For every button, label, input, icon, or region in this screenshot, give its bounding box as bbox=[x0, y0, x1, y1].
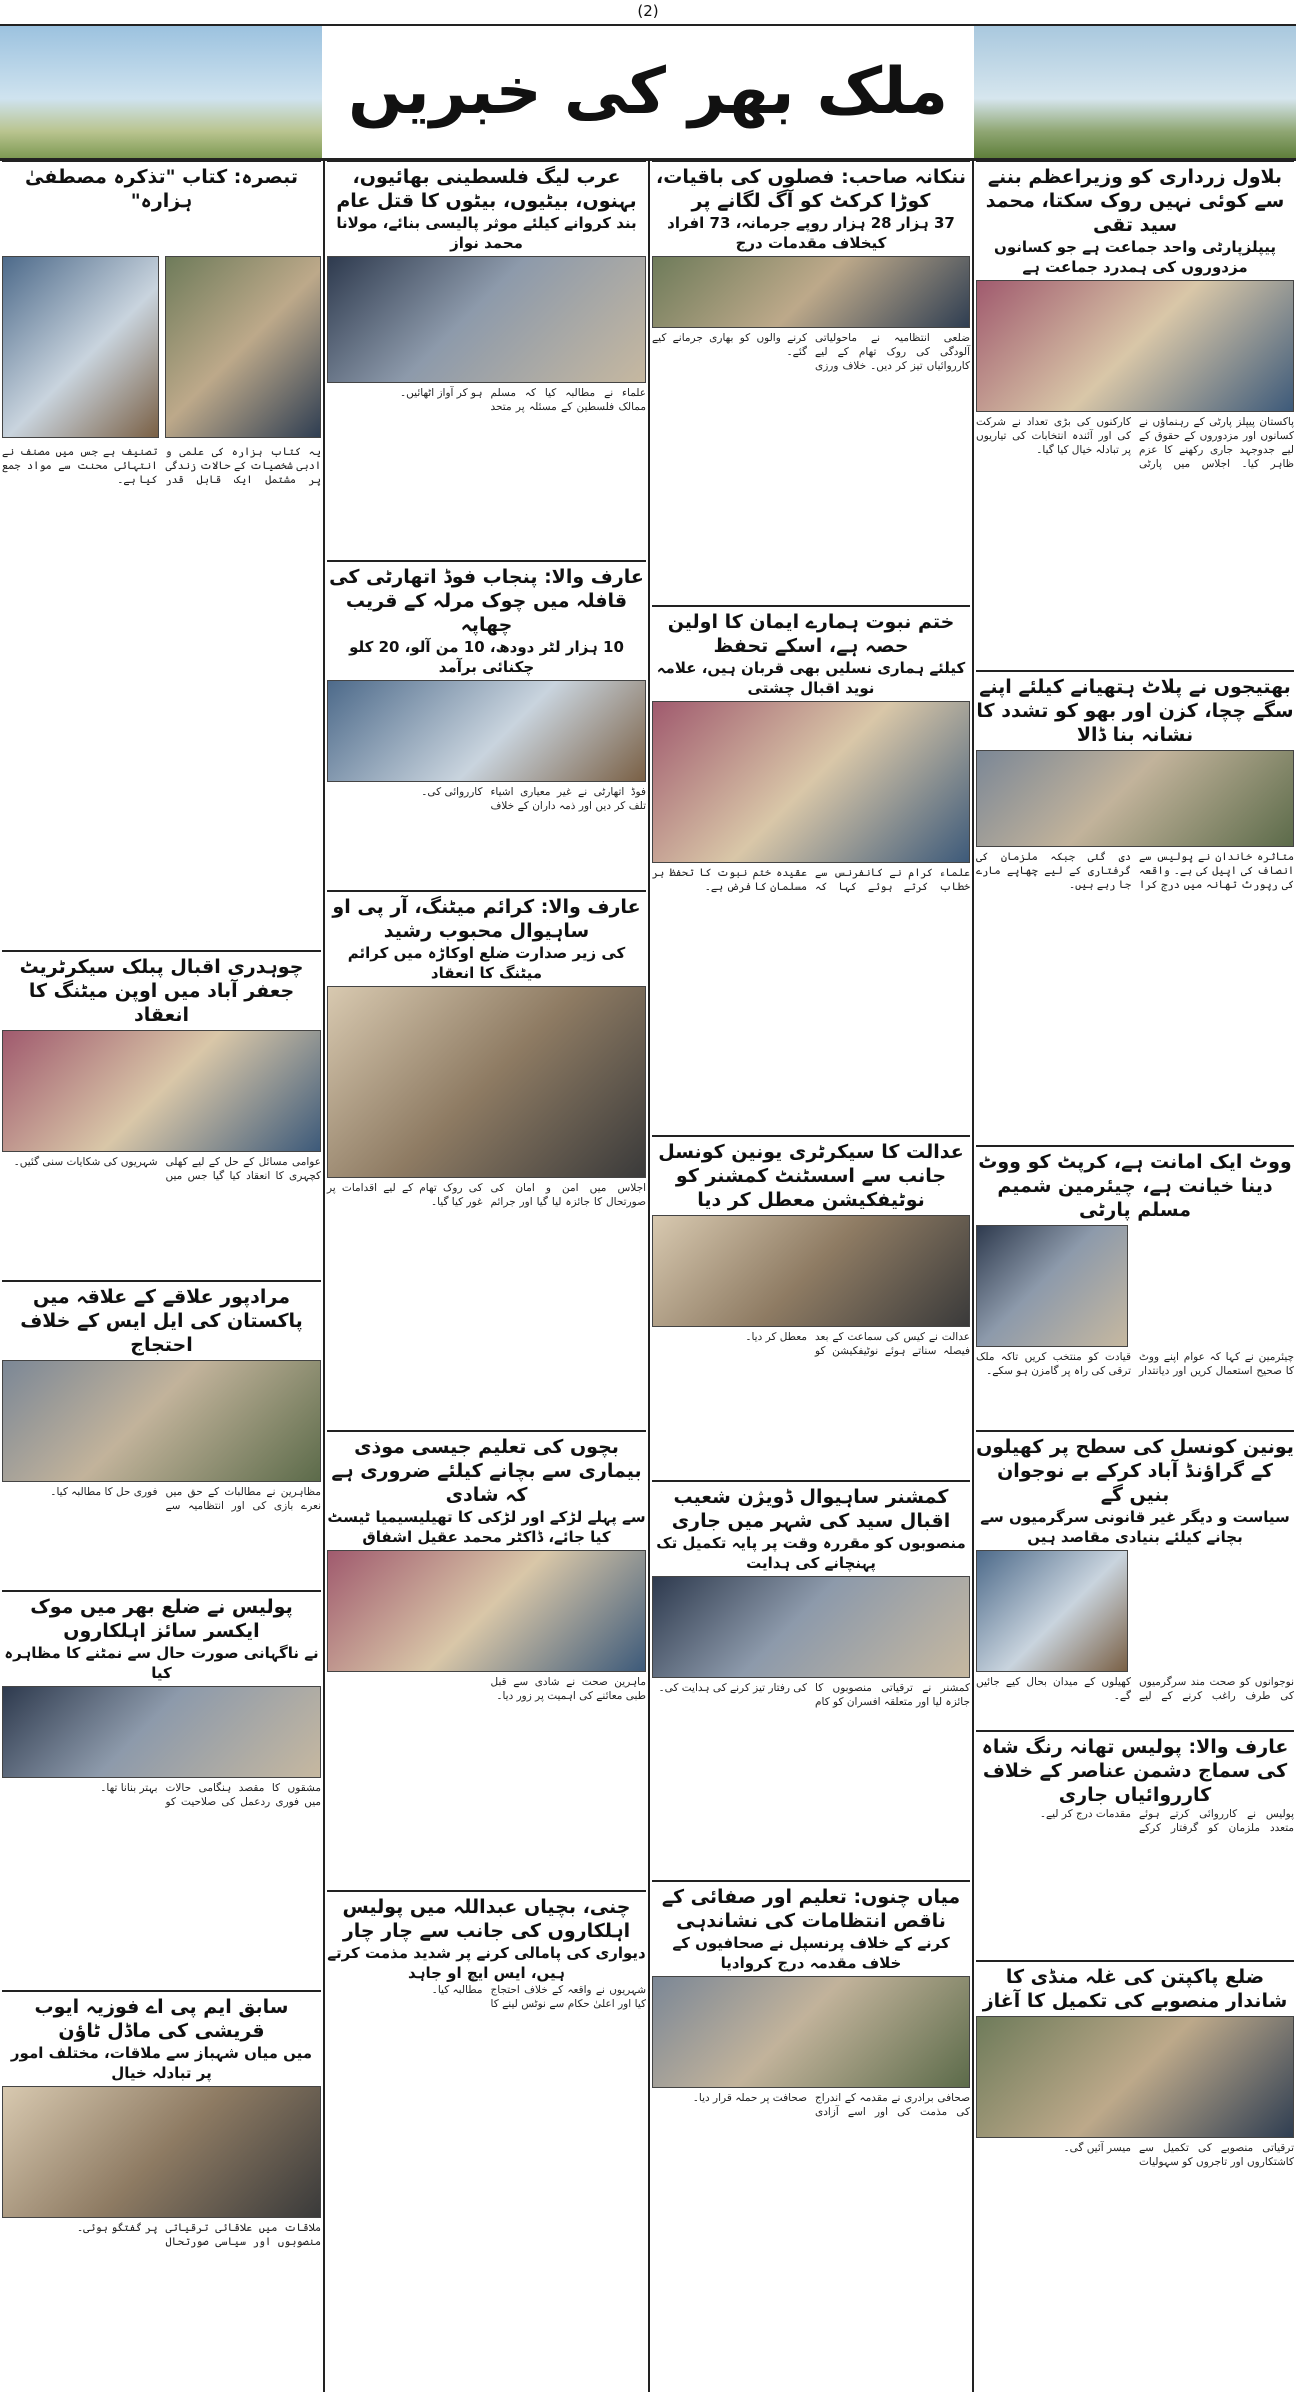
story-photo bbox=[652, 701, 970, 863]
story-subheadline: منصوبوں کو مقررہ وقت پر پایہ تکمیل تک پہنچانے کی ہدایت bbox=[656, 1534, 966, 1572]
news-story bbox=[327, 890, 646, 1240]
news-story bbox=[327, 1430, 646, 1710]
story-headline: ضلع پاکپتن کی غلہ منڈی کا شاندار منصوبے کی تکمیل کا آغاز bbox=[976, 1960, 1294, 2013]
story-subheadline: کی زیر صدارت ضلع اوکاڑہ میں کرائم میٹنگ کا انعقاد bbox=[347, 944, 626, 982]
news-story bbox=[2, 1990, 321, 2390]
story-photo bbox=[2, 2086, 321, 2218]
story-body: نوجوانوں کو صحت مند سرگرمیوں کی طرف راغب کرنے کے لیے کھیلوں کے میدان بحال کیے جائیں گے۔ bbox=[976, 1676, 1294, 1702]
story-photo bbox=[652, 256, 970, 328]
story-body: ترقیاتی منصوبے کی تکمیل سے کاشتکاروں اور تاجروں کو سہولیات میسر آئیں گی۔ bbox=[1063, 2142, 1294, 2168]
news-story bbox=[976, 1430, 1294, 1702]
story-subheadline: دیواری کی پامالی کرنے پر شدید مذمت کرتے ہیں، ایس ایچ او جاہد bbox=[327, 1944, 646, 1982]
story-headline: بچوں کی تعلیم جیسی موذی بیماری سے بچانے کیلئے ضروری ہے کہ شادی bbox=[327, 1430, 646, 1507]
story-headline: تبصرہ: کتاب "تذکرہ مصطفیٰ ہزارہ" bbox=[2, 160, 321, 213]
story-headline: یونین کونسل کی سطح پر کھیلوں کے گراؤنڈ آباد کرکے بے نوجوان بنیں گے bbox=[976, 1430, 1294, 1507]
news-story bbox=[327, 1890, 646, 2390]
story-body: کمشنر نے ترقیاتی منصوبوں کا جائزہ لیا اور متعلقہ افسران کو کام کی رفتار تیز کرنے کی ہدایت کی۔ bbox=[658, 1682, 970, 1708]
news-story bbox=[976, 670, 1294, 891]
story-headline: کمشنر ساہیوال ڈویژن شعیب اقبال سید کی شہر میں جاری bbox=[652, 1480, 970, 1533]
story-body: مشقوں کا مقصد ہنگامی حالات میں فوری ردعمل کی صلاحیت کو بہتر بنانا تھا۔ bbox=[100, 1782, 321, 1808]
story-body: علماء نے مطالبہ کیا کہ مسلم ممالک فلسطین کے مسئلہ پر متحد ہو کر آواز اٹھائیں۔ bbox=[400, 387, 646, 413]
story-photo bbox=[976, 280, 1294, 412]
story-headline: عارف والا: پنجاب فوڈ اتھارٹی کی قافلہ میں چوک مرلہ کے قریب چھاپہ bbox=[327, 560, 646, 637]
story-headline: چوہدری اقبال پبلک سیکرٹریٹ جعفر آباد میں اوپن میٹنگ کا انعقاد bbox=[2, 950, 321, 1027]
story-body: عوامی مسائل کے حل کے لیے کھلی کچہری کا انعقاد کیا گیا جس میں شہریوں کی شکایات سنی گئیں۔ bbox=[13, 1156, 321, 1182]
story-body: یہ کتاب ہزارہ کی علمی و ادبی شخصیات کے حالات زندگی پر مشتمل ایک قابل قدر تصنیف ہے جس میں مصنف نے انتہائی محنت سے مواد جمع کیا ہے۔ bbox=[2, 446, 321, 486]
news-story bbox=[652, 1480, 970, 1730]
story-photo bbox=[327, 680, 646, 782]
story-headline: سابق ایم پی اے فوزیہ ایوب قریشی کی ماڈل ٹاؤن bbox=[2, 1990, 321, 2043]
news-column-1 bbox=[974, 160, 1296, 2392]
story-headline: عدالت کا سیکرٹری یونین کونسل جانب سے اسسٹنٹ کمشنر کو نوٹیفکیشن معطل کر دیا bbox=[652, 1135, 970, 1212]
story-body: شہریوں نے واقعہ کے خلاف احتجاج کیا اور اعلیٰ حکام سے نوٹس لینے کا مطالبہ کیا۔ bbox=[431, 1984, 646, 2010]
story-photo-row bbox=[2, 253, 321, 441]
story-photo bbox=[2, 1686, 321, 1778]
story-subheadline: میں میاں شہباز سے ملاقات، مختلف امور پر تبادلہ خیال bbox=[10, 2044, 313, 2082]
masthead-title: ملک بھر کی خبریں bbox=[348, 55, 948, 129]
story-photo bbox=[652, 1215, 970, 1327]
story-photo bbox=[976, 1225, 1128, 1347]
news-story bbox=[652, 1880, 970, 2118]
story-body: پاکستان پیپلز پارٹی کے رہنماؤں نے کسانوں اور مزدوروں کے حقوق کے لیے جدوجہد جاری رکھنے کا عزم ظاہر کیا۔ اجلاس میں پارٹی کارکنوں کی بڑی تعداد نے شرکت کی اور آئندہ انتخابات کی تیاریوں پر تبادلہ خیال کیا گیا۔ bbox=[976, 416, 1294, 470]
story-headline: پولیس نے ضلع بھر میں موک ایکسر سائز اہلکاروں bbox=[2, 1590, 321, 1643]
story-subheadline: کیلئے ہماری نسلیں بھی قربان ہیں، علامہ نوید اقبال چشتی bbox=[656, 659, 966, 697]
story-subheadline: سیاست و دیگر غیر قانونی سرگرمیوں سے بچانے کیلئے بنیادی مقاصد ہیں bbox=[980, 1508, 1290, 1546]
story-subheadline: نے ناگہانی صورت حال سے نمٹنے کا مظاہرہ کیا bbox=[4, 1644, 319, 1682]
story-body: چیئرمین نے کہا کہ عوام اپنے ووٹ کا صحیح استعمال کریں اور دیانتدار قیادت کو منتخب کریں تاکہ ملک ترقی کی راہ پر گامزن ہو سکے۔ bbox=[976, 1351, 1294, 1377]
story-body: فوڈ اتھارٹی نے غیر معیاری اشیاء تلف کر دیں اور ذمہ داران کے خلاف کارروائی کی۔ bbox=[421, 786, 646, 812]
story-headline: چنی، بچیاں عبداللہ میں پولیس اہلکاروں کی جانب سے چار چار bbox=[327, 1890, 646, 1943]
story-headline: بھتیجوں نے پلاٹ ہتھیانے کیلئے اپنے سگے چچا، کزن اور بھو کو تشدد کا نشانہ بنا ڈالا bbox=[976, 670, 1294, 747]
story-body: ماہرین صحت نے شادی سے قبل طبی معائنے کی اہمیت پر زور دیا۔ bbox=[490, 1676, 646, 1702]
story-headline: ختم نبوت ہمارے ایمان کا اولین حصہ ہے، اسکے تحفظ bbox=[652, 605, 970, 658]
story-body: ملاقات میں علاقائی ترقیاتی منصوبوں اور سیاسی صورتحال پر گفتگو ہوئی۔ bbox=[76, 2222, 321, 2248]
news-story bbox=[2, 160, 321, 580]
news-column-4 bbox=[0, 160, 323, 2392]
news-story bbox=[327, 160, 646, 413]
news-story bbox=[976, 160, 1294, 470]
story-headline: ووٹ ایک امانت ہے، کرپٹ کو ووٹ دینا خیانت ہے، چیئرمین شمیم مسلم پارٹی bbox=[976, 1145, 1294, 1222]
story-photo bbox=[652, 1976, 970, 2088]
story-body: علماء کرام نے کانفرنس سے خطاب کرتے ہوئے کہا کہ عقیدہ ختم نبوت کا تحفظ ہر مسلمان کا فرض ہے۔ bbox=[652, 867, 970, 893]
story-photo bbox=[976, 750, 1294, 847]
story-subheadline: بند کروانے کیلئے موثر پالیسی بنائے، مولانا محمد نواز bbox=[336, 214, 637, 252]
story-photo bbox=[2, 1030, 321, 1152]
news-story bbox=[976, 1145, 1294, 1377]
story-body: متاثرہ خاندان نے پولیس سے انصاف کی اپیل کی ہے۔ واقعہ کی رپورٹ تھانہ میں درج کرا دی گئی جبکہ ملزمان کی گرفتاری کے لیے چھاپے مارے جا رہے ہیں۔ bbox=[976, 851, 1294, 891]
story-body: ضلعی انتظامیہ نے ماحولیاتی آلودگی کی روک تھام کے لیے کارروائیاں تیز کر دیں۔ خلاف ورزی کرنے والوں کو بھاری جرمانے کیے گئے۔ bbox=[652, 332, 970, 372]
story-subheadline: پیپلزپارٹی واحد جماعت ہے جو کسانوں مزدوروں کی ہمدرد جماعت ہے bbox=[994, 238, 1276, 276]
story-photo bbox=[327, 1550, 646, 1672]
story-photo bbox=[976, 2016, 1294, 2138]
news-column-3 bbox=[325, 160, 648, 2392]
story-photo bbox=[327, 256, 646, 383]
story-photo bbox=[652, 1576, 970, 1678]
story-photo bbox=[976, 1550, 1128, 1672]
book-cover-photo bbox=[165, 256, 322, 438]
masthead-photo-left bbox=[0, 26, 322, 158]
story-headline: عارف والا: کرائم میٹنگ، آر پی او ساہیوال محبوب رشید bbox=[327, 890, 646, 943]
story-subheadline: 10 ہزار لٹر دودھ، 10 من آلو، 20 کلو چکنائی برآمد bbox=[349, 638, 624, 676]
story-subheadline: کرنے کے خلاف پرنسپل نے صحافیوں کے خلاف مقدمہ درج کروادیا bbox=[672, 1934, 950, 1972]
author-photo bbox=[2, 256, 159, 438]
story-body: اجلاس میں امن و امان کی صورتحال کا جائزہ لیا گیا اور جرائم کی روک تھام کے لیے اقدامات پر غور کیا گیا۔ bbox=[327, 1182, 646, 1208]
story-subheadline: 37 ہزار 28 ہزار روپے جرمانہ، 73 افراد کیخلاف مقدمات درج bbox=[667, 214, 955, 252]
story-subheadline: سے پہلے لڑکے اور لڑکی کا تھیلیسیمیا ٹیسٹ کیا جائے، ڈاکٹر محمد عقیل اشفاق bbox=[327, 1508, 646, 1546]
story-photo bbox=[2, 1360, 321, 1482]
story-headline: عارف والا: پولیس تھانہ رنگ شاہ کی سماج دشمن عناصر کے خلاف کارروائیاں جاری bbox=[976, 1730, 1294, 1807]
news-story bbox=[2, 1280, 321, 1512]
news-story bbox=[327, 560, 646, 812]
news-column-2 bbox=[650, 160, 972, 2392]
masthead-photo-right bbox=[974, 26, 1296, 158]
masthead bbox=[0, 24, 1296, 161]
news-story bbox=[652, 1135, 970, 1375]
page-number: (2) bbox=[637, 2, 659, 20]
news-story bbox=[976, 1960, 1294, 2390]
news-story bbox=[976, 1730, 1294, 1840]
news-story bbox=[652, 160, 970, 370]
news-story bbox=[652, 605, 970, 893]
news-story bbox=[2, 1590, 321, 1970]
news-story bbox=[2, 950, 321, 1182]
story-headline: مرادپور علاقے کے علاقہ میں پاکستان کی ایل ایس کے خلاف احتجاج bbox=[2, 1280, 321, 1357]
story-body: عدالت نے کیس کی سماعت کے بعد فیصلہ سناتے ہوئے نوٹیفکیشن کو معطل کر دیا۔ bbox=[745, 1331, 970, 1357]
story-headline: میاں چنوں: تعلیم اور صفائی کے ناقص انتظامات کی نشاندہی bbox=[652, 1880, 970, 1933]
story-body: صحافی برادری نے مقدمہ کے اندراج کی مذمت کی اور اسے آزادی صحافت پر حملہ قرار دیا۔ bbox=[692, 2092, 970, 2118]
story-headline: عرب لیگ فلسطینی بھائیوں، بہنوں، بیٹیوں، بیٹوں کا قتل عام bbox=[327, 160, 646, 213]
story-photo bbox=[327, 986, 646, 1178]
story-body: پولیس نے کارروائی کرتے ہوئے متعدد ملزمان کو گرفتار کرکے مقدمات درج کر لیے۔ bbox=[1039, 1808, 1294, 1834]
story-body: مظاہرین نے مطالبات کے حق میں نعرے بازی کی اور انتظامیہ سے فوری حل کا مطالبہ کیا۔ bbox=[50, 1486, 321, 1512]
story-headline: ننکانہ صاحب: فصلوں کی باقیات، کوڑا کرکٹ کو آگ لگانے پر bbox=[652, 160, 970, 213]
story-headline: بلاول زرداری کو وزیراعظم بننے سے کوئی نہیں روک سکتا، محمد سید تقی bbox=[976, 160, 1294, 237]
